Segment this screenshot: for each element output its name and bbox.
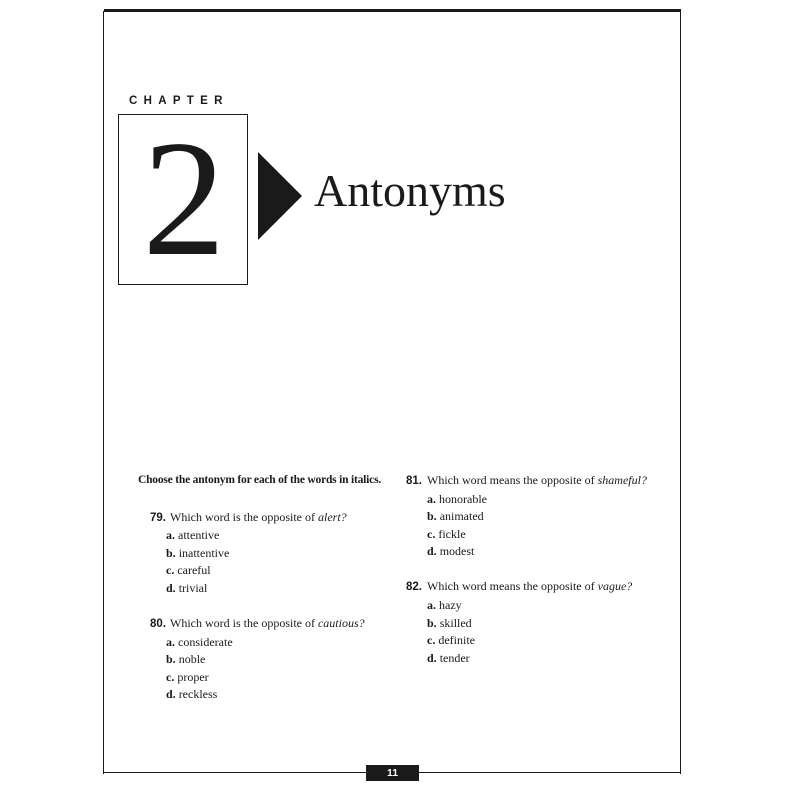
option-a	[406, 597, 666, 615]
option-letter: c.	[166, 669, 175, 684]
page-border-top	[104, 9, 681, 12]
question-80	[138, 615, 398, 704]
option-text: inattentive	[178, 545, 230, 560]
option-text: considerate	[178, 634, 233, 649]
question-number: 81.	[406, 475, 422, 487]
option-letter: a.	[166, 634, 175, 649]
question-word: cautious?	[317, 616, 365, 631]
option-text: reckless	[178, 687, 218, 702]
option-text: modest	[439, 544, 475, 559]
question-line	[138, 509, 398, 528]
option-text: honorable	[439, 491, 487, 506]
option-d	[406, 650, 666, 668]
question-line	[406, 472, 666, 491]
option-text: tender	[439, 650, 470, 665]
question-number: 80.	[150, 618, 166, 631]
question-word: shameful?	[597, 473, 647, 487]
chapter-number-box	[118, 106, 248, 290]
option-b	[138, 545, 398, 563]
question-prompt: Which word is the opposite of	[170, 616, 318, 631]
option-text: hazy	[439, 598, 462, 613]
question-line	[138, 615, 398, 634]
option-letter: b.	[166, 545, 176, 560]
option-letter: d.	[427, 650, 437, 665]
option-text: definite	[438, 633, 475, 648]
option-letter: d.	[427, 544, 437, 559]
question-79	[138, 509, 398, 598]
right-column	[406, 472, 666, 685]
question-number: 79.	[150, 511, 166, 524]
instructions: Choose the antonym for each of the words in italics.	[138, 474, 382, 486]
page-number: 11	[366, 765, 419, 781]
option-letter: b.	[427, 509, 437, 524]
chapter-title: Antonyms	[314, 165, 506, 216]
option-b	[138, 651, 398, 669]
option-c	[138, 562, 398, 580]
chapter-label: CHAPTER	[129, 95, 229, 107]
option-letter: a.	[166, 528, 175, 543]
option-text: animated	[439, 509, 484, 524]
option-d	[138, 580, 398, 598]
left-column	[138, 472, 398, 722]
option-text: proper	[177, 669, 209, 684]
question-prompt: Which word is the opposite of	[170, 509, 318, 524]
option-c	[406, 526, 666, 544]
option-letter: a.	[427, 598, 436, 613]
question-prompt: Which word means the opposite of	[427, 473, 598, 487]
question-81	[406, 472, 666, 561]
option-text: skilled	[439, 615, 472, 630]
option-letter: a.	[427, 491, 436, 506]
option-letter: c.	[166, 563, 175, 578]
triangle-arrow-icon	[258, 152, 302, 240]
option-d	[406, 543, 666, 561]
question-82	[406, 578, 666, 667]
option-letter: d.	[166, 687, 176, 702]
option-d	[138, 686, 398, 704]
chapter-number: 2	[142, 106, 226, 290]
option-letter: c.	[427, 526, 436, 541]
option-a	[138, 527, 398, 545]
option-text: attentive	[178, 528, 220, 543]
option-text: fickle	[438, 526, 466, 541]
option-text: noble	[178, 652, 206, 667]
option-text: careful	[177, 563, 211, 578]
question-number: 82.	[406, 581, 422, 594]
option-letter: b.	[427, 615, 437, 630]
option-a	[406, 491, 666, 509]
option-letter: b.	[166, 652, 176, 667]
option-c	[406, 632, 666, 650]
option-letter: c.	[427, 633, 436, 648]
question-prompt: Which word means the opposite of	[427, 579, 598, 594]
option-c	[138, 669, 398, 687]
question-word: alert?	[317, 509, 347, 524]
option-b	[406, 508, 666, 526]
option-a	[138, 634, 398, 652]
page-border-left	[103, 11, 104, 774]
question-word: vague?	[597, 579, 633, 594]
option-text: trivial	[178, 580, 208, 595]
page-border-right	[680, 11, 681, 774]
option-b	[406, 615, 666, 633]
option-letter: d.	[166, 580, 176, 595]
question-line	[406, 578, 666, 597]
